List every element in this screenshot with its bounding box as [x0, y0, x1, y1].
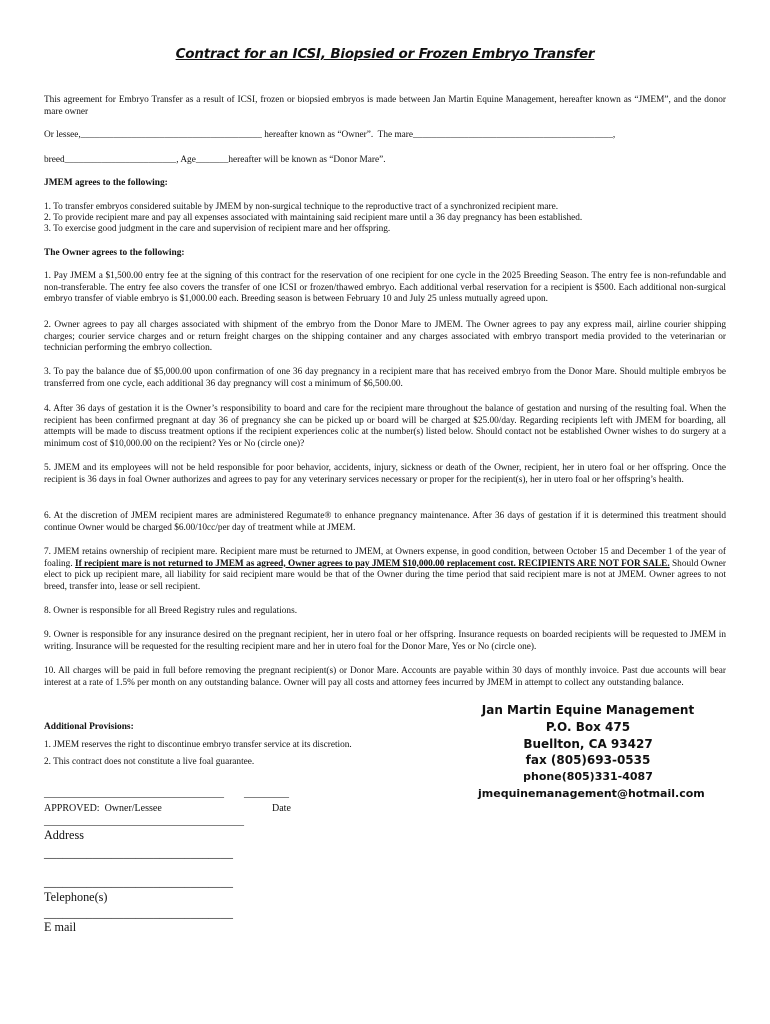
- owner-item-4: 4. After 36 days of gestation it is the Owner’s responsibility to board and care for the recipient mare throughout the balance of gestation and nursing of the resulting foal. When the recipient has been confirmed pregnant at day 36 of pregnancy she can be picked up or board will be charged at $25.00/day. Regarding recipients left with JMEM for boarding, all attempts will be made to discuss treatment options if the recipient experiences colic at the number(s) listed below. Should contact not be established Owner wishes to do surgery at a minimum cost of $10,000.00 on the recipient? Yes or No (circle one)?: [44, 404, 726, 449]
- page-title: Contract for an ICSI, Biopsied or Frozen Embryo Transfer: [175, 46, 595, 62]
- signature-rule-2[interactable]: ________________________________________: [44, 816, 244, 827]
- company-phone: phone(805)331-4087: [523, 770, 653, 784]
- jmem-heading: JMEM agrees to the following:: [44, 178, 168, 188]
- company-email: jmequinemanagement@hotmail.com: [478, 786, 705, 800]
- additional-item-1: 1. JMEM reserves the right to discontinue embryo transfer service at its discretion.: [44, 740, 352, 750]
- email-label: E mail: [44, 920, 77, 934]
- breed-line: breed________________________, Age_______hereafter will be known as “Donor Mare”.: [44, 155, 386, 165]
- company-name: Jan Martin Equine Management: [481, 703, 695, 717]
- telephone-label: Telephone(s): [44, 890, 108, 904]
- owner-item-10: 10. All charges will be paid in full before removing the pregnant recipient(s) or Donor Mare. Accounts are payable within 30 days of monthly invoice. Past due accounts will bear interest at a rate of 1.5% per month on any outstanding balance. Owner will pay all costs and attorney fees incurred by JMEM in attempt to collect any outstanding balance.: [44, 666, 726, 688]
- owner-item-3: 3. To pay the balance due of $5,000.00 upon confirmation of one 36 day pregnancy in a recipient mare that has received embryo from the Donor Mare. Should multiple embryos be transferred from one cycle, each additional 36 day pregnancy will cost a minimum of $6,500.00.: [44, 367, 726, 389]
- owner-item-6: 6. At the discretion of JMEM recipient mares are administered Regumate® to enhance pregnancy maintenance. After 36 days of gestation if it is determined this treatment should continue Owner would be charged $6.00/10cc/per day of treatment while at JMEM.: [44, 511, 726, 533]
- address-label: Address: [44, 828, 84, 842]
- jmem-item-1: 1. To transfer embryos considered suitable by JMEM by non-surgical technique to the reproductive tract of a synchronized recipient mare.: [44, 202, 559, 212]
- date-label: Date: [272, 803, 291, 814]
- additional-item-2: 2. This contract does not constitute a live foal guarantee.: [44, 757, 255, 767]
- owner-heading: The Owner agrees to the following:: [44, 248, 185, 258]
- item-7-text-end: Should Owner elect to pick up recipient mare, all liability for said recipient mare would be that of the Owner during the time period that said recipient mare is not at JMEM. Owner agrees to not breed, transfer into, lease or sell recipient.: [44, 558, 726, 592]
- telephone-field[interactable]: _______________________________: [44, 906, 233, 920]
- lessee-line: Or lessee,_______________________________________ hereafter known as “Owner”. The mare___________________________________________,: [44, 130, 616, 140]
- owner-item-2: 2. Owner agrees to pay all charges associated with shipment of the embryo from the Donor Mare to JMEM. The Owner agrees to pay any express mail, airline courier shipping charges; courier service charges and or return freight charges on the shipping container and any charges associated with embryo transport media provided to the veterinarian or technician performing the embryo collection.: [44, 320, 726, 354]
- owner-item-5: 5. JMEM and its employees will not be held responsible for poor behavior, accidents, injury, sickness or death of the Owner, recipient, her in utero foal or her offspring. Once the recipient is 36 days in foal Owner authorizes and agrees to pay for any veterinary services necessary or proper for the recipient(s), her in utero foal or her offspring’s health.: [44, 463, 726, 485]
- company-po-box: P.O. Box 475: [545, 719, 631, 734]
- company-fax: fax (805)693-0535: [525, 753, 651, 768]
- company-address-block: [478, 702, 705, 803]
- jmem-item-3: 3. To exercise good judgment in the care and supervision of recipient mare and her offspring.: [44, 224, 391, 234]
- owner-item-9: 9. Owner is responsible for any insurance desired on the pregnant recipient, her in utero foal or her offspring. Insurance requests on boarded recipients will be requested to JMEM in writing. Insurance will be requested for the resulting recipient mare and her in utero foal for the Donor Mare, Yes or No (circle one).: [44, 630, 726, 652]
- owner-item-8: 8. Owner is responsible for all Breed Registry rules and regulations.: [44, 606, 298, 616]
- address-field-1[interactable]: _______________________________: [44, 846, 233, 860]
- approved-label: APPROVED: Owner/Lessee: [44, 803, 162, 814]
- intro-paragraph: This agreement for Embryo Transfer as a result of ICSI, frozen or biopsied embryos is made between Jan Martin Equine Management, hereafter known as “JMEM”, and the donor mare owner: [44, 95, 726, 117]
- additional-heading: Additional Provisions:: [44, 722, 134, 732]
- item-7-bold-text: If recipient mare is not returned to JMEM as agreed, Owner agrees to pay JMEM $10,000.00 replacement cost. RECIPIENTS ARE NOT FOR SALE.: [75, 558, 670, 569]
- item-7-text: 7. JMEM retains ownership of recipient mare. Recipient mare must be returned to JMEM, at Owners expense, in good condition, between October 15 and December 1 of the year of foaling.: [44, 547, 726, 569]
- owner-item-7: [44, 547, 726, 593]
- jmem-item-2: 2. To provide recipient mare and pay all expenses associated with maintaining said recipient mare until a 36 day pregnancy has been established.: [44, 213, 583, 223]
- address-field-2[interactable]: _______________________________: [44, 875, 233, 889]
- owner-item-1: 1. Pay JMEM a $1,500.00 entry fee at the signing of this contract for the reservation of one recipient for one cycle in the 2025 Breeding Season. The entry fee is non-refundable and non-transferable. The entry fee also covers the transfer of one ICSI or frozen/thawed embryo. Each additional verbal reservation for a recipient is $500. Each additional non-surgical embryo transfer of viable embryo is $1,000.00 each. Breeding season is between February 10 and July 25 unless mutually agreed upon.: [44, 271, 726, 305]
- signature-rule[interactable]: ____________________________________ _________: [44, 788, 289, 799]
- company-city: Buellton, CA 93427: [523, 736, 653, 751]
